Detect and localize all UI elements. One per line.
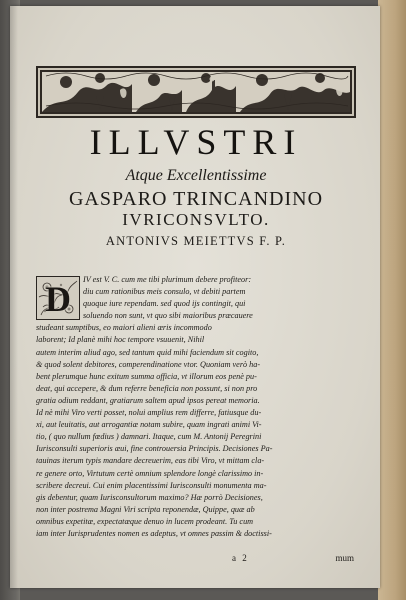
page-edge-right [378, 0, 406, 600]
text-line: Id nè mihi Viro verti posset, nolui amplius rem differre, fatiusque du- [36, 408, 262, 418]
decorated-initial [36, 276, 80, 320]
text-line: & quod solent debitores, comperendinatione vtor. Quoniam verò ha- [36, 359, 261, 369]
woodcut-headpiece [36, 66, 356, 118]
text-line: laborent; Id planè mihi hoc tempore vsuuenit, Nihil [36, 335, 205, 345]
signature-mark: a 2 [232, 553, 249, 563]
catchword: mum [335, 553, 354, 563]
text-line: xi, aut leuitatis, aut arrogantiæ notam subire, quam ingrati animi Vi- [36, 420, 262, 430]
text-line: scribere decreui. Cui enim placentissimi Iurisconsulti monumenta ma- [36, 480, 267, 490]
text-line: gis debentur, quam Iurisconsultorum maximo? Hæ porrò Decisiones, [36, 492, 263, 502]
dedicatee-title: IVRICONSVLTO. [122, 210, 270, 229]
text-line: studeant sumptibus, eo maiori alieni æris incommodo [36, 323, 212, 333]
dedicatee-name: GASPARO TRINCANDINO [68, 188, 324, 210]
text-line: IV est V. C. cum me tibi plurimum debere profiteor: [83, 275, 252, 284]
dedication-author: ANTONIVS MEIETTVS F. P. [105, 234, 287, 248]
dedication-body [36, 274, 358, 540]
page-gutter-shadow [10, 6, 18, 588]
text-line: autem interim aliud ago, sed tantum quid mihi faciendum sit cogito, [36, 347, 259, 357]
text-line: non inter postrema Magni Viri scripta reponendæ, Quippe, quæ ab [36, 504, 255, 514]
dedication-heading: ILLVSTRI [89, 122, 303, 162]
text-line: soluendo non sunt, vt quo sibi maioribus præcauere [83, 311, 253, 321]
book-page [10, 6, 380, 588]
initial-letter: D [45, 279, 71, 319]
catchline [36, 551, 358, 565]
text-line: deat, qui accepere, & dum referre beneficia non possunt, si non pro [36, 383, 258, 393]
text-line: Iurisconsulti superioris æui, fine controuersia Principis. Decisiones Pa- [36, 444, 273, 454]
dedication-subheading: Atque Excellentissime [125, 167, 267, 184]
text-line: bent plerumque hunc exitum summa officia, vt illorum eos penè pu- [36, 371, 257, 381]
text-line: gratia odium reddant, gratiarum saltem apud ipsos pereat memoria. [36, 395, 260, 405]
text-line: quoque iure rependam. sed quod ijs contingit, qui [83, 299, 246, 309]
text-line: diu cum rationibus meis consulo, vt debiti partem [83, 287, 246, 297]
text-line: omnibus expetitæ, expectatæque denuo in lucem prodeant. Tu cum [36, 516, 254, 526]
text-line: tauinas iterum typis mandare decreuerim, eas tibi Viro, vt mittam cla- [36, 456, 265, 466]
text-line: re genere orto, Virtutum certè omnium splendore longè clarissimo in- [36, 468, 264, 478]
text-line: tio, ( quo nullum fœdius ) damnari. Itaque, cum M. Antonij Peregrini [36, 432, 262, 442]
text-line: iam inter Iurisprudentes nomen es adeptus, vt omnes passim & doctissi- [36, 528, 272, 538]
